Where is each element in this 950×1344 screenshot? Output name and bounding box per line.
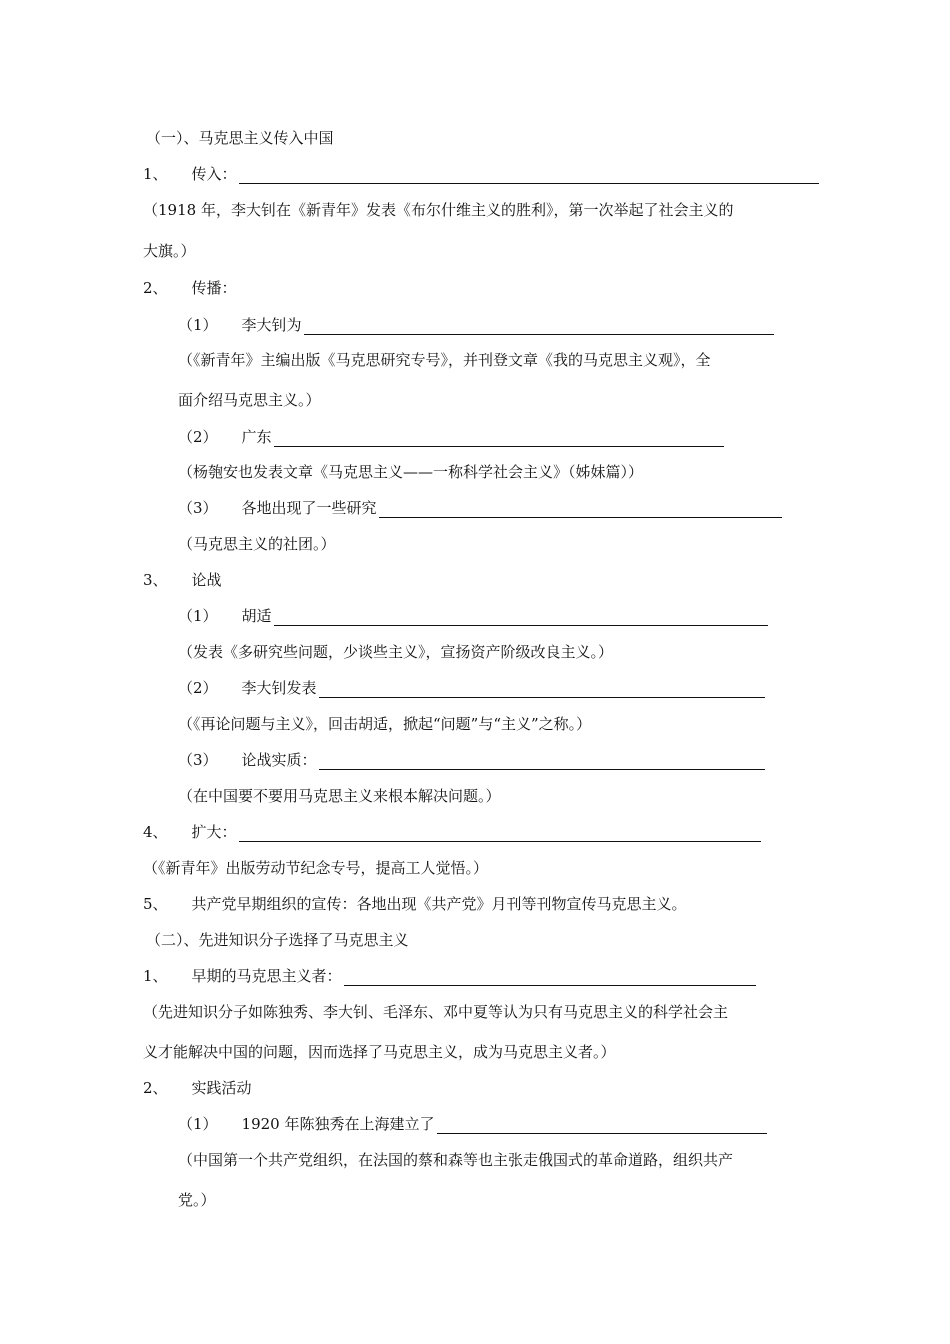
fill-blank[interactable] (437, 1119, 767, 1134)
item-label: 共产党早期组织的宣传：各地出现《共产党》月刊等刊物宣传马克思主义。 (191, 895, 687, 913)
note-line: （先进知识分子如陈独秀、李大钊、毛泽东、邓中夏等认为只有马克思主义的科学社会主 (143, 1003, 729, 1021)
note-line: 义才能解决中国的问题，因而选择了马克思主义，成为马克思主义者。） (143, 1043, 616, 1061)
item-number: 1、 (143, 165, 168, 183)
fill-blank[interactable] (344, 971, 756, 986)
sub-label: 广东 (241, 428, 272, 446)
section-heading-2: （二）、先进知识分子选择了马克思主义 (146, 931, 409, 949)
note-line: （中国第一个共产党组织，在法国的蔡和森等也主张走俄国式的革命道路，组织共产 (178, 1151, 734, 1169)
item-3-row (143, 570, 222, 590)
note-line: 党。） (178, 1191, 216, 1209)
item-4-row (143, 822, 761, 842)
sub-number: （1） (178, 607, 218, 625)
item-number: 2、 (143, 279, 168, 297)
sub-item-row (178, 498, 782, 518)
sub-number: （3） (178, 751, 218, 769)
sub-label: 论战实质： (241, 751, 317, 769)
item-number: 4、 (143, 823, 168, 841)
sub-item-row (178, 606, 768, 626)
item-2-row (143, 278, 237, 298)
sub-label: 各地出现了一些研究 (241, 499, 377, 517)
item-number: 2、 (143, 1079, 168, 1097)
sub-number: （1） (178, 1115, 218, 1133)
sub-item-row (178, 678, 765, 698)
note-line: （1918 年，李大钊在《新青年》发表《布尔什维主义的胜利》，第一次举起了社会主义的 (143, 201, 734, 219)
sub-number: （1） (178, 316, 218, 334)
sub-number: （3） (178, 499, 218, 517)
item-number: 3、 (143, 571, 168, 589)
fill-blank[interactable] (379, 503, 782, 518)
note-line: （马克思主义的社团。） (178, 535, 336, 553)
note-line: （杨匏安也发表文章《马克思主义——一称科学社会主义》（姊妹篇）） (178, 463, 644, 481)
item-label: 论战 (191, 571, 222, 589)
note-line: （发表《多研究些问题，少谈些主义》，宣扬资产阶级改良主义。） (178, 643, 614, 661)
item-label: 早期的马克思主义者： (191, 967, 342, 985)
item-2-row (143, 1078, 252, 1098)
sub-item-row (178, 750, 765, 770)
note-line: （在中国要不要用马克思主义来根本解决问题。） (178, 787, 501, 805)
fill-blank[interactable] (274, 432, 724, 447)
item-5-row (143, 894, 687, 914)
sub-item-row (178, 1114, 767, 1134)
item-1-row (143, 164, 819, 184)
note-line: （《新青年》主编出版《马克思研究专号》，并刊登文章《我的马克思主义观》，全 (178, 351, 711, 369)
sub-number: （2） (178, 679, 218, 697)
note-line: 大旗。） (143, 242, 196, 260)
item-label: 传入： (191, 165, 237, 183)
sub-label: 李大钊为 (241, 316, 302, 334)
item-label: 扩大： (191, 823, 237, 841)
note-line: （《再论问题与主义》，回击胡适，掀起“问题”与“主义”之称。） (178, 715, 592, 733)
sub-item-row (178, 427, 724, 447)
sub-item-row (178, 315, 774, 335)
fill-blank[interactable] (319, 683, 765, 698)
note-line: （《新青年》出版劳动节纪念专号，提高工人觉悟。） (143, 859, 489, 877)
fill-blank[interactable] (239, 169, 819, 184)
fill-blank[interactable] (319, 755, 765, 770)
sub-label: 胡适 (241, 607, 272, 625)
note-line: 面介绍马克思主义。） (178, 391, 321, 409)
item-number: 1、 (143, 967, 168, 985)
item-label: 传播： (191, 279, 237, 297)
sub-label: 李大钊发表 (241, 679, 317, 697)
fill-blank[interactable] (239, 827, 761, 842)
item-number: 5、 (143, 895, 168, 913)
item-1-row (143, 966, 756, 986)
fill-blank[interactable] (274, 611, 768, 626)
item-label: 实践活动 (191, 1079, 252, 1097)
sub-label: 1920 年陈独秀在上海建立了 (241, 1115, 435, 1133)
section-heading-1: （一）、马克思主义传入中国 (146, 129, 334, 147)
fill-blank[interactable] (304, 320, 774, 335)
sub-number: （2） (178, 428, 218, 446)
